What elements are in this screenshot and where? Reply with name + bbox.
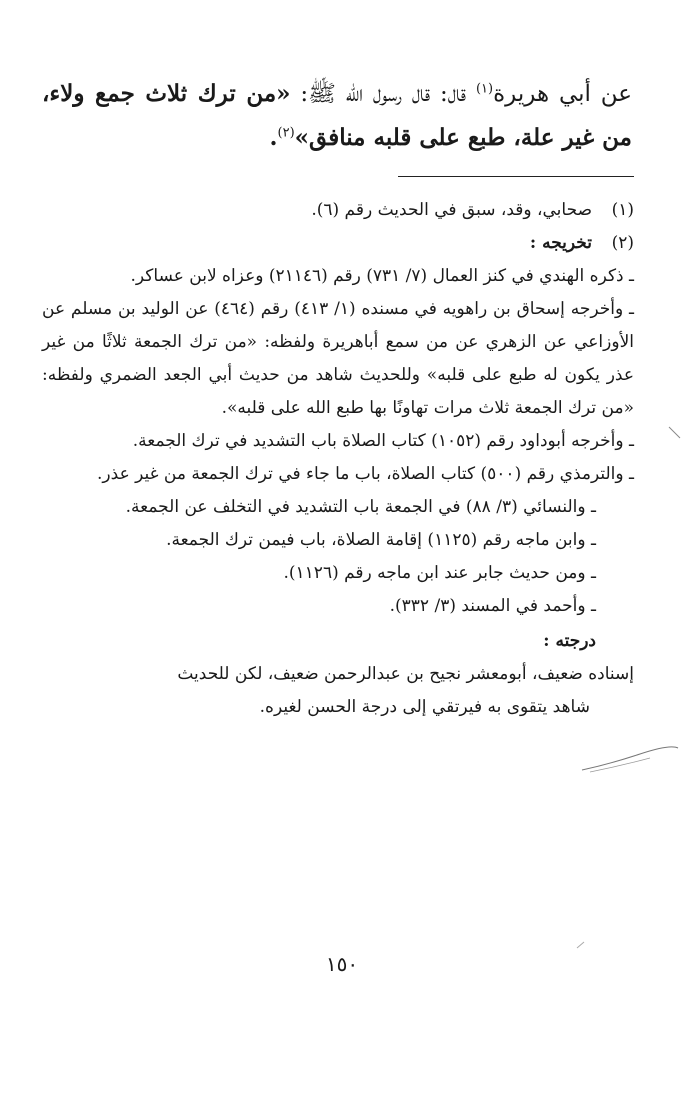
hadith-quote: «من ترك ثلاث جمع ولاء، من غير علة، طبع على قلبه منافق»: [42, 80, 632, 151]
takhrij-entry-abudawud: ـ وأخرجه أبوداود رقم (١٠٥٢) كتاب الصلاة باب التشديد في ترك الجمعة.: [132, 431, 634, 451]
takhrij-heading: تخريجه :: [529, 233, 592, 253]
footnote-1-number: (١): [611, 200, 634, 220]
scan-artifact-dot: [576, 940, 586, 950]
takhrij-entry-nasai: ـ والنسائي (٣/ ٨٨) في الجمعة باب التشديد في التخلف عن الجمعة.: [125, 497, 596, 517]
scan-artifact-mark: [580, 740, 680, 780]
narrator-text: عن أبي هريرة: [493, 81, 633, 107]
takhrij-entry-jabir: ـ ومن حديث جابر عند ابن ماجه رقم (١١٢٦).: [283, 563, 596, 583]
takhrij-entry-hindi: ـ ذكره الهندي في كنز العمال (٧/ ٧٣١) رقم (٢١١٤٦) وعزاه لابن عساكر.: [130, 266, 634, 286]
footnote-1-text: صحابي، وقد، سبق في الحديث رقم (٦).: [311, 200, 592, 220]
attribution-text: قال: قال رسول الله ﷺ:: [290, 81, 476, 107]
grading-heading: درجته :: [543, 631, 596, 651]
footnote-2: [42, 227, 634, 260]
hadith-text: [42, 72, 632, 160]
footnote-ref-2[interactable]: (٢): [277, 125, 295, 141]
footnote-1: [42, 194, 634, 227]
takhrij-entry-ahmad: ـ وأحمد في المسند (٣/ ٣٣٢).: [389, 596, 596, 616]
footnote-2-number: (٢): [611, 233, 634, 253]
grading-line-1: إسناده ضعيف، أبومعشر نجيح بن عبدالرحمن ضعيف، لكن للحديث: [177, 664, 634, 684]
scan-artifact-tick: [668, 426, 682, 440]
footnotes-section: [42, 194, 634, 724]
grading-text: [42, 658, 634, 724]
hadith-end-mark: .: [269, 124, 278, 151]
page-number: ١٥٠: [325, 952, 359, 976]
grading-line-2: شاهد يتقوى به فيرتقي إلى درجة الحسن لغيره.: [259, 697, 590, 717]
takhrij-entry-tirmidhi: ـ والترمذي رقم (٥٠٠) كتاب الصلاة، باب ما جاء في ترك الجمعة من غير عذر.: [97, 464, 634, 484]
footnote-divider: [398, 176, 634, 177]
footnote-ref-1[interactable]: (١): [475, 81, 494, 97]
takhrij-entry-ibnmajah: ـ وابن ماجه رقم (١١٢٥) إقامة الصلاة، باب فيمن ترك الجمعة.: [166, 530, 596, 550]
takhrij-entry-ishaq: ـ وأخرجه إسحاق بن راهويه في مسنده (١/ ٤١٣) رقم (٤٦٤) عن الوليد بن مسلم عن الأوزاعي عن الزهري عن من سمع أباهريرة ولفظه: «من ترك الجمعة ثلاثًا من غير عذر يكون له طبع على قلبه» وللحديث شاهد من حديث أبي الجعد الضمري ولفظه: «من ترك الجمعة ثلاث مرات تهاونًا بها طبع الله على قلبه».: [42, 299, 634, 418]
